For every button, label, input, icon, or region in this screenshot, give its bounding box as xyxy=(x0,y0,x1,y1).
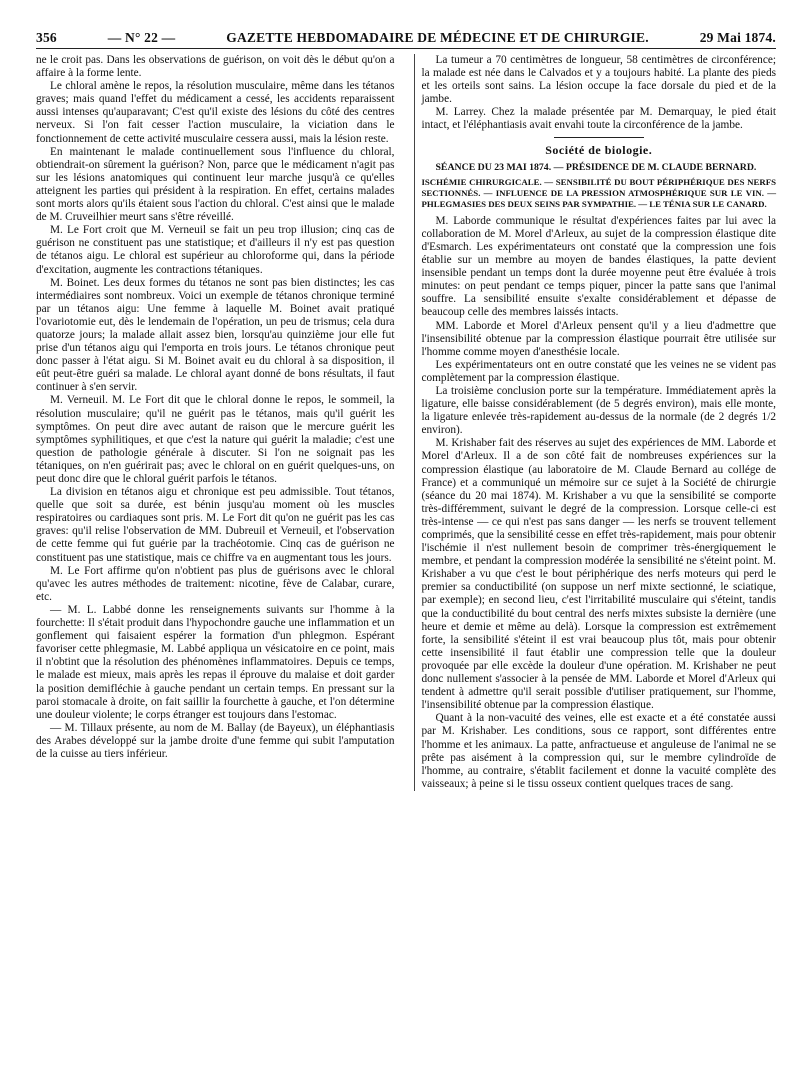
paragraph: Le chloral amène le repos, la résolution musculaire, même dans les tétanos graves; mais quand l'effet du médicament a cessé, les accidents reparaissent aussi intenses qu'auparavant; C'est qu'il existe des lésions du côté des centres nerveux. Si l'on fait cesser l'action musculaire, la viciation dans le fonctionnement de cette activité musculaire cessera aussi, mais la lésion reste. xyxy=(36,80,395,145)
paragraph: La tumeur a 70 centimètres de longueur, 58 centimètres de circonférence; la malade est née dans le Calvados et y a toujours habité. La plante des pieds et les orteils sont sains. La lésion occupe la face dorsale du pied et de la jambe. xyxy=(421,54,776,106)
paragraph: La troisième conclusion porte sur la température. Immédiatement après la ligature, elle baisse considérablement (de 5 degrés environ), mais elle monte, la ligature enlevée très-rapidement au-dessus de la normale (de 2 degrés 1/2 environ). xyxy=(421,384,776,437)
paragraph: En maintenant le malade continuellement sous l'influence du chloral, obtiendrait-on sûrement la guérison? Non, parce que le médicament n'agit pas sur les lésions anatomiques qui continuent leur marche jusqu'à ce qu'elles atteignent les parties qui président à la respiration. En effet, certains malades sont morts alors qu'ils étaient sous l'action du chloral. C'est ainsi que le malade de M. Cruveilhier meurt sans s'être réveillé. xyxy=(36,145,395,224)
page-number: 356 xyxy=(36,30,57,45)
paragraph: M. Boinet. Les deux formes du tétanos ne sont pas bien distinctes; les cas intermédiaires sont nombreux. Voici un exemple de tétanos chronique terminé par un tétanos aigu: Une femme à laquelle M. Boinet avait pratiqué l'ovariotomie eut, dès le lendemain de l'opération, un peu de trismus; cela dura quatorze jours; la malade allait assez bien, lorsqu'au quinzième jour elle fut prise d'un tétanos aigu qui l'emporta en trois jours. Le tétanos chronique peut donc passer à l'état aigu. Si M. Boinet avait eu du chloral à sa disposition, il eût peut-être guéri sa malade. Le chloral ayant donné de bons résultats, il faut continuer à s'en servir. xyxy=(36,276,395,394)
issue-number: — N° 22 — xyxy=(107,30,176,45)
paragraph: M. Le Fort affirme qu'on n'obtient pas plus de guérisons avec le chloral qu'avec les autres méthodes de traitement: nicotine, fève de Calabar, curare, etc. xyxy=(36,564,395,603)
journal-title: GAZETTE HEBDOMADAIRE DE MÉDECINE ET DE CHIRURGIE. xyxy=(226,30,649,45)
session-line: SÉANCE DU 23 MAI 1874. — PRÉSIDENCE DE M. CLAUDE BERNARD. xyxy=(435,161,757,173)
columns xyxy=(36,54,776,791)
right-column xyxy=(414,54,776,791)
newspaper-page xyxy=(36,30,776,1080)
paragraph: Les expérimentateurs ont en outre constaté que les veines ne se vident pas complètement par la compression élastique. xyxy=(421,358,776,384)
issue-date: 29 Mai 1874. xyxy=(699,30,776,45)
paragraph: M. Laborde communique le résultat d'expériences faites par lui avec la collaboration de M. Morel d'Arleux, au sujet de la compression élastique dite d'Esmarch. Les expérimentateurs ont constaté que la compression une fois établie sur un membre au moyen de bandes élastiques, la patte devient insensible pendant un temps dont la durée moyenne peut être évaluée à trois minutes: on peut pendant ce temps piquer, pincer la patte sans que l'animal souffre. La sensibilité ensuite s'exalte considérablement et dépasse de beaucoup celle des membres laissés intacts. xyxy=(421,214,776,319)
paragraph: MM. Laborde et Morel d'Arleux pensent qu'il y a lieu d'admettre que l'insensibilité obtenue par la compression élastique pourrait être utilisée sur l'homme comme moyen d'anesthésie locale. xyxy=(421,319,776,358)
page-header xyxy=(36,30,776,49)
section-title: Société de biologie. xyxy=(545,142,653,157)
paragraph: Quant à la non-vacuité des veines, elle est exacte et a été constatée aussi par M. Krishaber. Les conditions, sous ce rapport, sont différentes entre l'homme et les animaux. La patte, anfractueuse et anguleuse de l'animal ne se prête pas aisément à la compression qui, sur le membre cylindroïde de l'homme, au contraire, s'établit facilement et donne la vacuité complète des vaisseaux; à peine si le tissu osseux contient quelques traces de sang. xyxy=(421,712,776,790)
paragraph: M. Verneuil. M. Le Fort dit que le chloral donne le repos, le sommeil, la résolution musculaire; qu'il ne guérit pas le tétanos, mais qu'il guérit les symptômes. On peut dire avec autant de raison que le mercure guérit les symptômes syphilitiques, et que c'est la nature qui guérit la maladie; c'est une question de pathologie générale à discuter. Si l'on ne soignait pas les tétaniques, on n'en guérirait pas; avec le chloral on en guérit quelques-uns, on peut donc dire que le chloral guérit parfois le tétanos. xyxy=(36,394,395,485)
paragraph: — M. L. Labbé donne les renseignements suivants sur l'homme à la fourchette: Il s'était produit dans l'hypochondre gauche une inflammation et un gonflement qui faisaient espérer la formation d'un phlegmon. Espérant favoriser cette phlegmasie, M. Labbé appliqua un vésicatoire en ce point, mais il n'obtint que la résolution des phénomènes inflammatoires. Depuis ce temps, le malade est mieux, mais après les repas il éprouve du malaise et doit garder la position demifléchie à gauche pendant un certain temps. En pressant sur la paroi stomacale à droite, on fait saillir la fourchette à gauche, et l'on détermine une douleur violente; le corps étranger est toujours dans l'estomac. xyxy=(36,603,395,721)
session-subjects: ISCHÉMIE CHIRURGICALE. — SENSIBILITÉ DU BOUT PÉRIPHÉRIQUE DES NERFS SECTIONNÉS. — INFLUENCE DE LA PRESSION ATMOSPHÉRIQUE SUR LE VIN. — PHLEGMASIES DES DEUX SEINS PAR SYMPATHIE. — LE TÉNIA SUR LE CANARD. xyxy=(421,176,776,209)
left-column xyxy=(36,54,394,791)
paragraph: M. Krishaber fait des réserves au sujet des expériences de MM. Laborde et Morel d'Arleux. Il a de son côté fait de nombreuses expériences sur la compression élastique (au laboratoire de M. Claude Bernard au collége de France) et a communiqué un mémoire sur ce sujet à la Société de chirurgie (séance du 20 mai 1874). M. Krishaber a vu que la sensibilité se comporte très-différemment, suivant le degré de la compression. Lorsque celle-ci est très-intense — ce qui n'est pas sans danger — les nerfs se trouvent tellement comprimés, que la sensibilité cesse en effet très-rapidement, mais pour obtenir l'ischémie il n'est nullement besoin de comprimer très-énergiquement le membre, et pendant la compression modérée la sensibilité ne s'éteint point. M. Krishaber a vu que c'est le bout périphérique des nerfs moteurs qui perd le premier sa conductibilité (on suppose un nerf mixte sectionné, le sciatique, par exemple); en second lieu, c'est l'irritabilité musculaire qui s'éteint, tandis que la conductibilité du bout central des nerfs mixtes subsiste la dernière (une heure et demie et même au delà). Lorsque la compression est extrêmement forte, la sensibilité s'éteint il est vrai beaucoup plus tôt, mais pour obtenir cette insensibilité il faut établir une compression telle que la douleur provoquée par elle excède la douleur d'une opération. M. Krishaber ne peut donc nullement s'associer à la pensée de MM. Laborde et Morel d'Arleux qui tendent à admettre qu'il serait possible d'utiliser pratiquement, sur l'homme, l'insensibilité obtenue par la compression élastique. xyxy=(421,437,776,712)
paragraph: La division en tétanos aigu et chronique est peu admissible. Tout tétanos, quelle que soit sa durée, est bénin jusqu'au moment où les muscles respiratoires ou cardiaques sont pris. M. Le Fort dit qu'on ne guérit pas les cas graves: qu'il relise l'observation de MM. Dubreuil et Verneuil, et l'observation de cette femme qui fut guérie par la trachéotomie. Cinq cas de guérison ne constituent pas une statistique, mais ce chiffre va en augmentant tous les jours. xyxy=(36,486,395,564)
paragraph: — M. Tillaux présente, au nom de M. Ballay (de Bayeux), un éléphantiasis des Arabes développé sur la jambe droite d'une femme qui subit l'amputation de la cuisse au tiers inférieur. xyxy=(36,721,395,760)
paragraph: ne le croit pas. Dans les observations de guérison, on voit dès le début qu'on a affaire à la forme lente. xyxy=(36,54,395,80)
section-rule xyxy=(554,137,644,138)
paragraph: M. Larrey. Chez la malade présentée par M. Demarquay, le pied était intact, et l'éléphantiasis avait envahi toute la circonférence de la jambe. xyxy=(421,106,776,132)
paragraph: M. Le Fort croit que M. Verneuil se fait un peu trop illusion; cinq cas de guérison ne constituent pas une statistique; et d'ailleurs il n'y est pas question de tétanos aigu. Le chloral est supérieur au chloroforme qui, dans la période d'excitation, augmente les contractions tétaniques. xyxy=(36,224,395,276)
